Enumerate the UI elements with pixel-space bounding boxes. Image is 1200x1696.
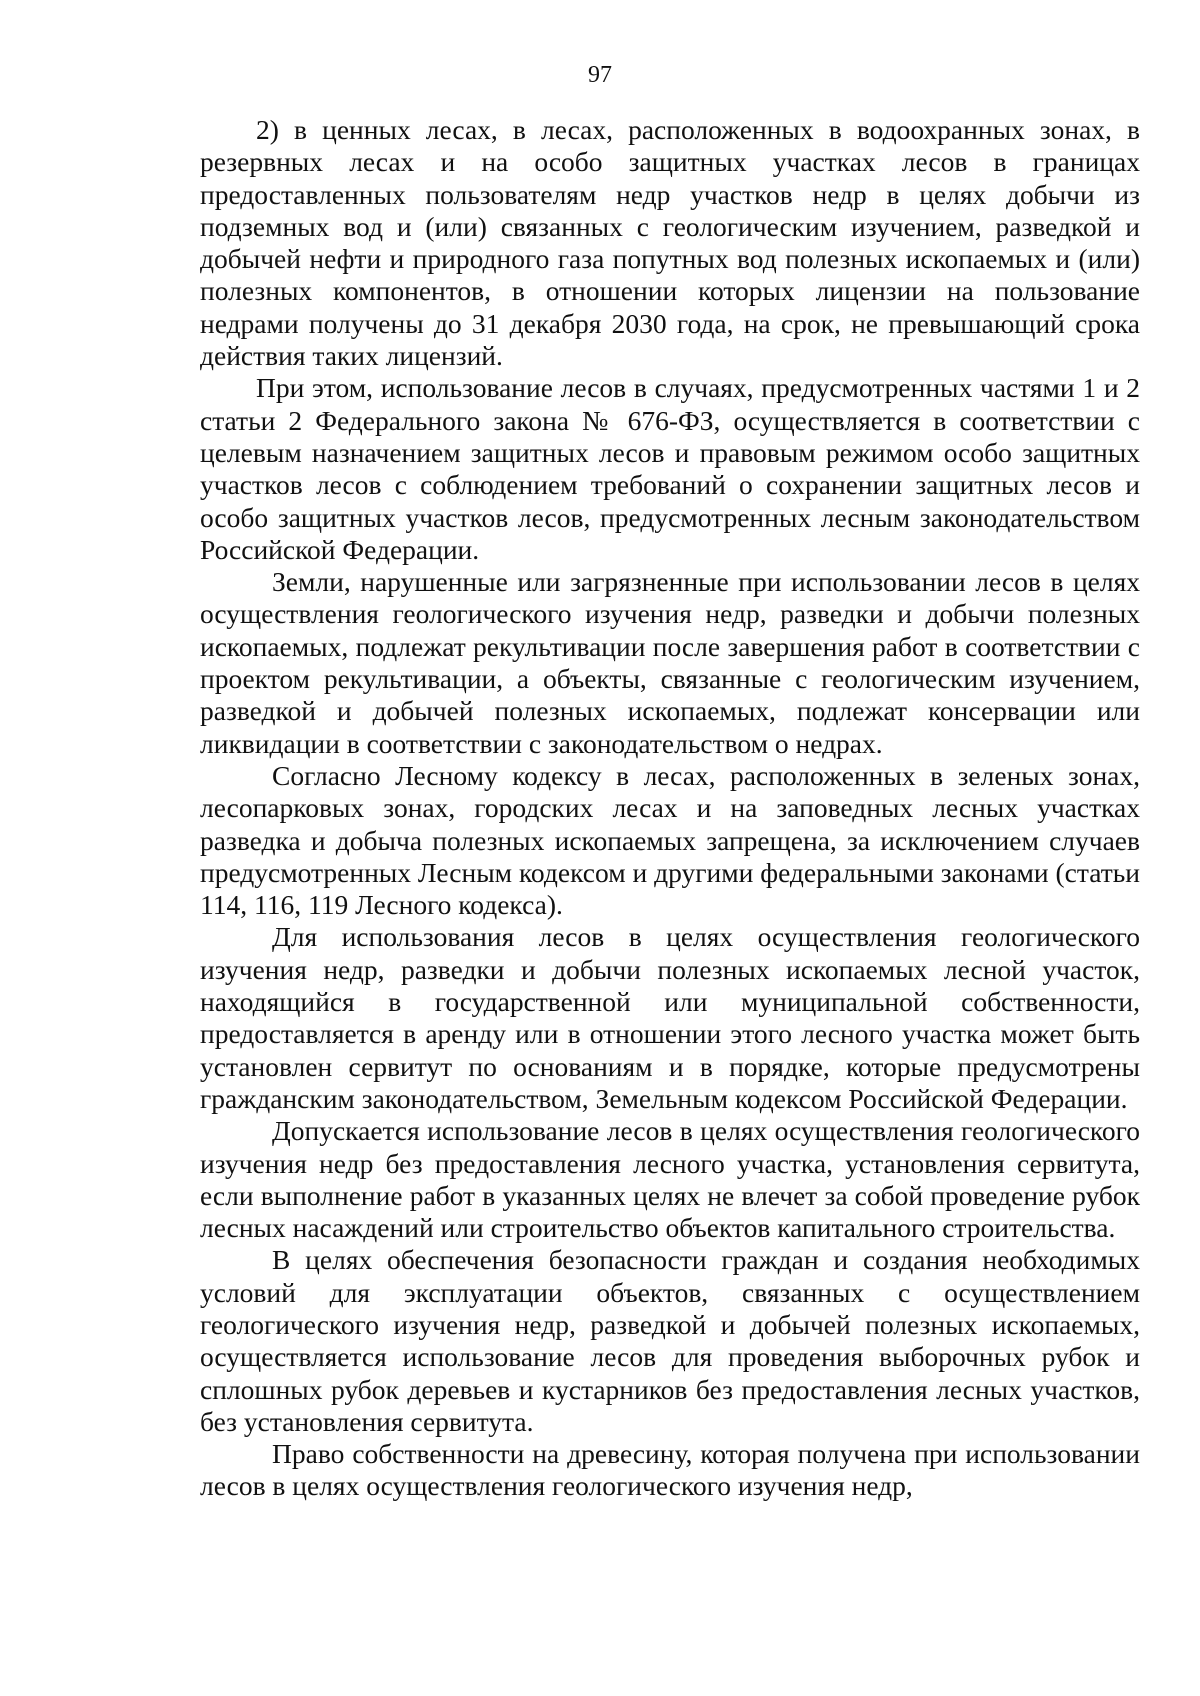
paragraph: В целях обеспечения безопасности граждан и создания необходимых условий для эксплуатации объектов, связанных с осуществлением геологического изучения недр, разведкой и добычей полезных ископаемых, осуществляется использование лесов для проведения выборочных рубок и сплошных рубок деревьев и кустарников без предоставления лесных участков, без установления сервитута.: [200, 1244, 1140, 1437]
page-number: 97: [588, 62, 612, 88]
paragraph: При этом, использование лесов в случаях, предусмотренных частями 1 и 2 статьи 2 Федерального закона № 676-ФЗ, осуществляется в соответствии с целевым назначением защитных лесов и правовым режимом особо защитных участков лесов с соблюдением требований о сохранении защитных лесов и особо защитных участков лесов, предусмотренных лесным законодательством Российской Федерации.: [200, 372, 1140, 565]
paragraph: Допускается использование лесов в целях осуществления геологического изучения недр без предоставления лесного участка, установления сервитута, если выполнение работ в указанных целях не влечет за собой проведение рубок лесных насаждений или строительство объектов капитального строительства.: [200, 1115, 1140, 1244]
paragraph: Земли, нарушенные или загрязненные при использовании лесов в целях осуществления геологического изучения недр, разведки и добычи полезных ископаемых, подлежат рекультивации после завершения работ в соответствии с проектом рекультивации, а объекты, связанные с геологическим изучением, разведкой и добычей полезных ископаемых, подлежат консервации или ликвидации в соответствии с законодательством о недрах.: [200, 566, 1140, 759]
paragraph: Согласно Лесному кодексу в лесах, расположенных в зеленых зонах, лесопарковых зонах, городских лесах и на заповедных лесных участках разведка и добыча полезных ископаемых запрещена, за исключением случаев предусмотренных Лесным кодексом и другими федеральными законами (статьи 114, 116, 119 Лесного кодекса).: [200, 759, 1140, 921]
document-body: [200, 114, 1140, 1503]
paragraph: 2) в ценных лесах, в лесах, расположенных в водоохранных зонах, в резервных лесах и на особо защитных участках лесов в границах предоставленных пользователям недр участков недр в целях добычи из подземных вод и (или) связанных с геологическим изучением, разведкой и добычей нефти и природного газа попутных вод полезных ископаемых и (или) полезных компонентов, в отношении которых лицензии на пользование недрами получены до 31 декабря 2030 года, на срок, не превышающий срока действия таких лицензий.: [200, 114, 1140, 372]
paragraph: Право собственности на древесину, которая получена при использовании лесов в целях осуществления геологического изучения недр,: [200, 1438, 1140, 1502]
paragraph: Для использования лесов в целях осуществления геологического изучения недр, разведки и добычи полезных ископаемых лесной участок, находящийся в государственной или муниципальной собственности, предоставляется в аренду или в отношении этого лесного участка может быть установлен сервитут по основаниям и в порядке, которые предусмотрены гражданским законодательством, Земельным кодексом Российской Федерации.: [200, 921, 1140, 1114]
